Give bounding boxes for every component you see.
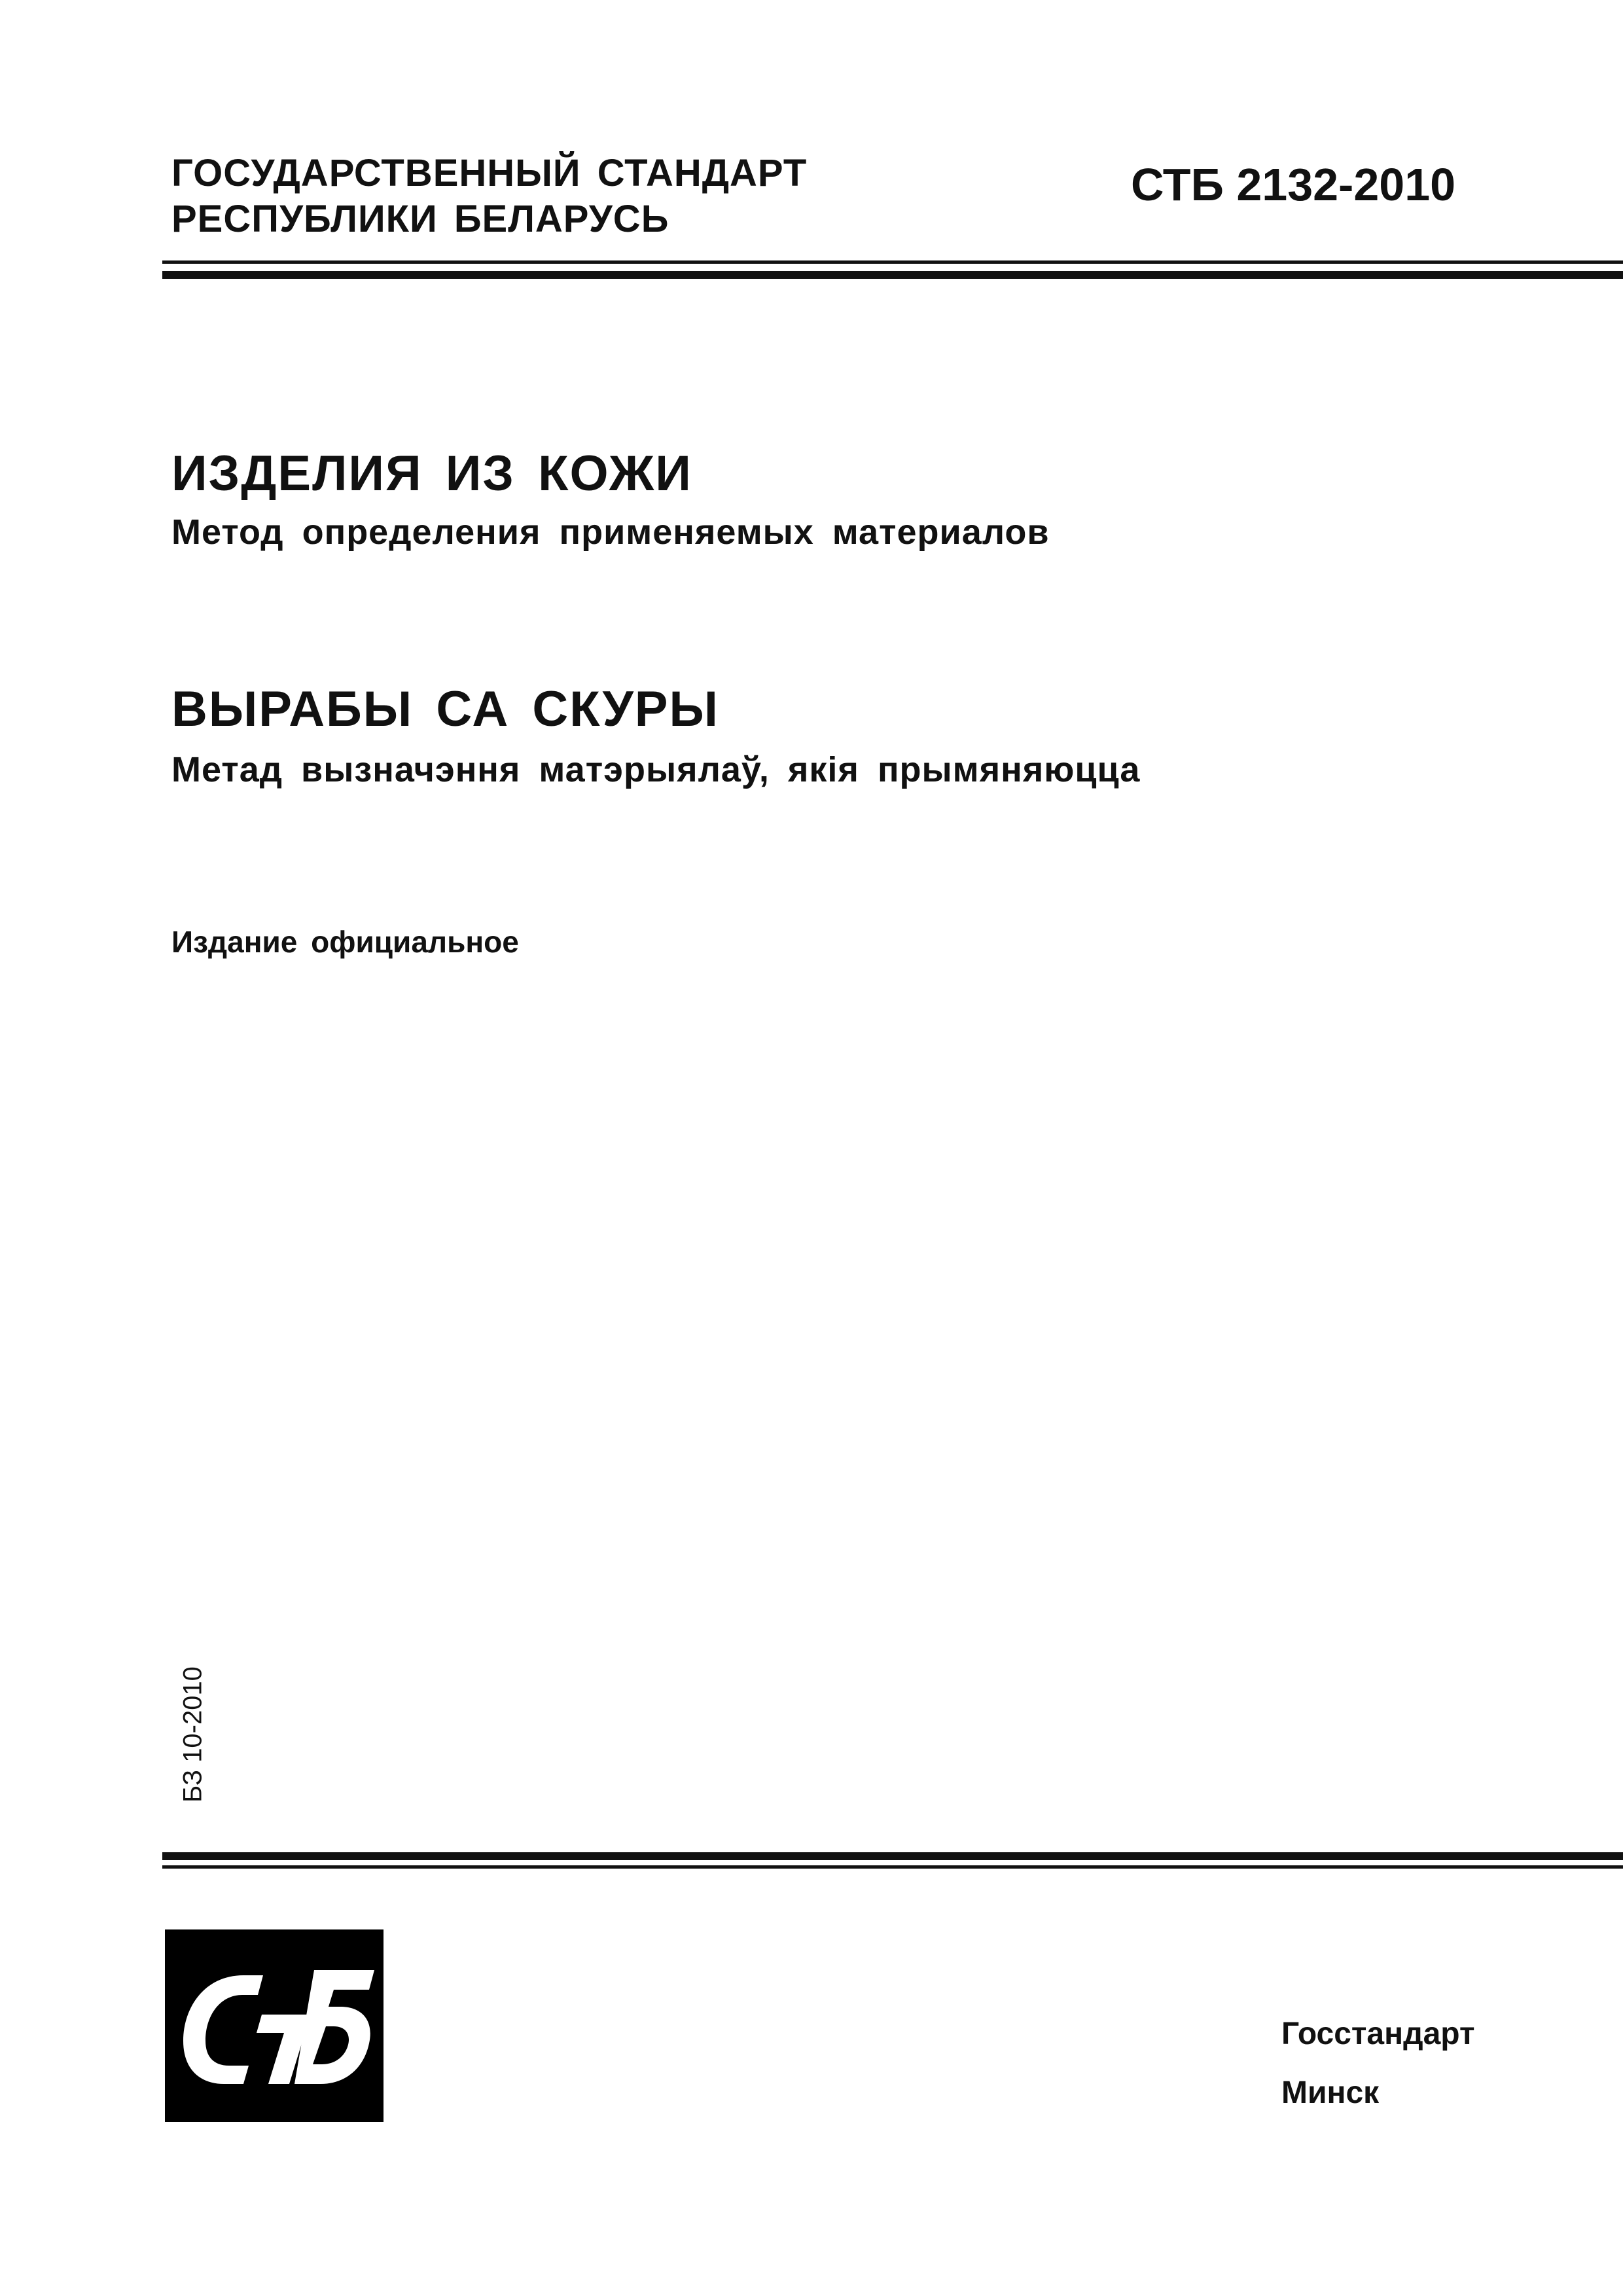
title-by-sub: Метад вызначэння матэрыялаў, якія прымяняюцца <box>171 750 1141 789</box>
stb-logo-icon <box>165 1929 383 2122</box>
header-rule-thin <box>162 260 1623 264</box>
standard-header <box>171 151 807 242</box>
standard-header-line1: ГОСУДАРСТВЕННЫЙ СТАНДАРТ <box>171 152 808 194</box>
title-ru-sub: Метод определения применяемых материалов <box>171 512 1050 552</box>
edition-label: Издание официальное <box>171 925 519 959</box>
title-ru-main: ИЗДЕЛИЯ ИЗ КОЖИ <box>171 446 692 501</box>
stb-logo <box>165 1929 383 2122</box>
publisher-city: Минск <box>1281 2075 1380 2110</box>
footer-rule-thick <box>162 1852 1623 1860</box>
side-code-text: БЗ 10-2010 <box>178 1666 207 1803</box>
title-by-main: ВЫРАБЫ СА СКУРЫ <box>171 681 719 737</box>
standard-header-line2: РЕСПУБЛИКИ БЕЛАРУСЬ <box>171 198 669 240</box>
side-code <box>157 1636 229 1833</box>
standard-code: СТБ 2132-2010 <box>1131 159 1456 210</box>
publisher-name: Госстандарт <box>1281 2017 1475 2051</box>
footer-rule-thin <box>162 1865 1623 1869</box>
header-rule-thick <box>162 271 1623 279</box>
